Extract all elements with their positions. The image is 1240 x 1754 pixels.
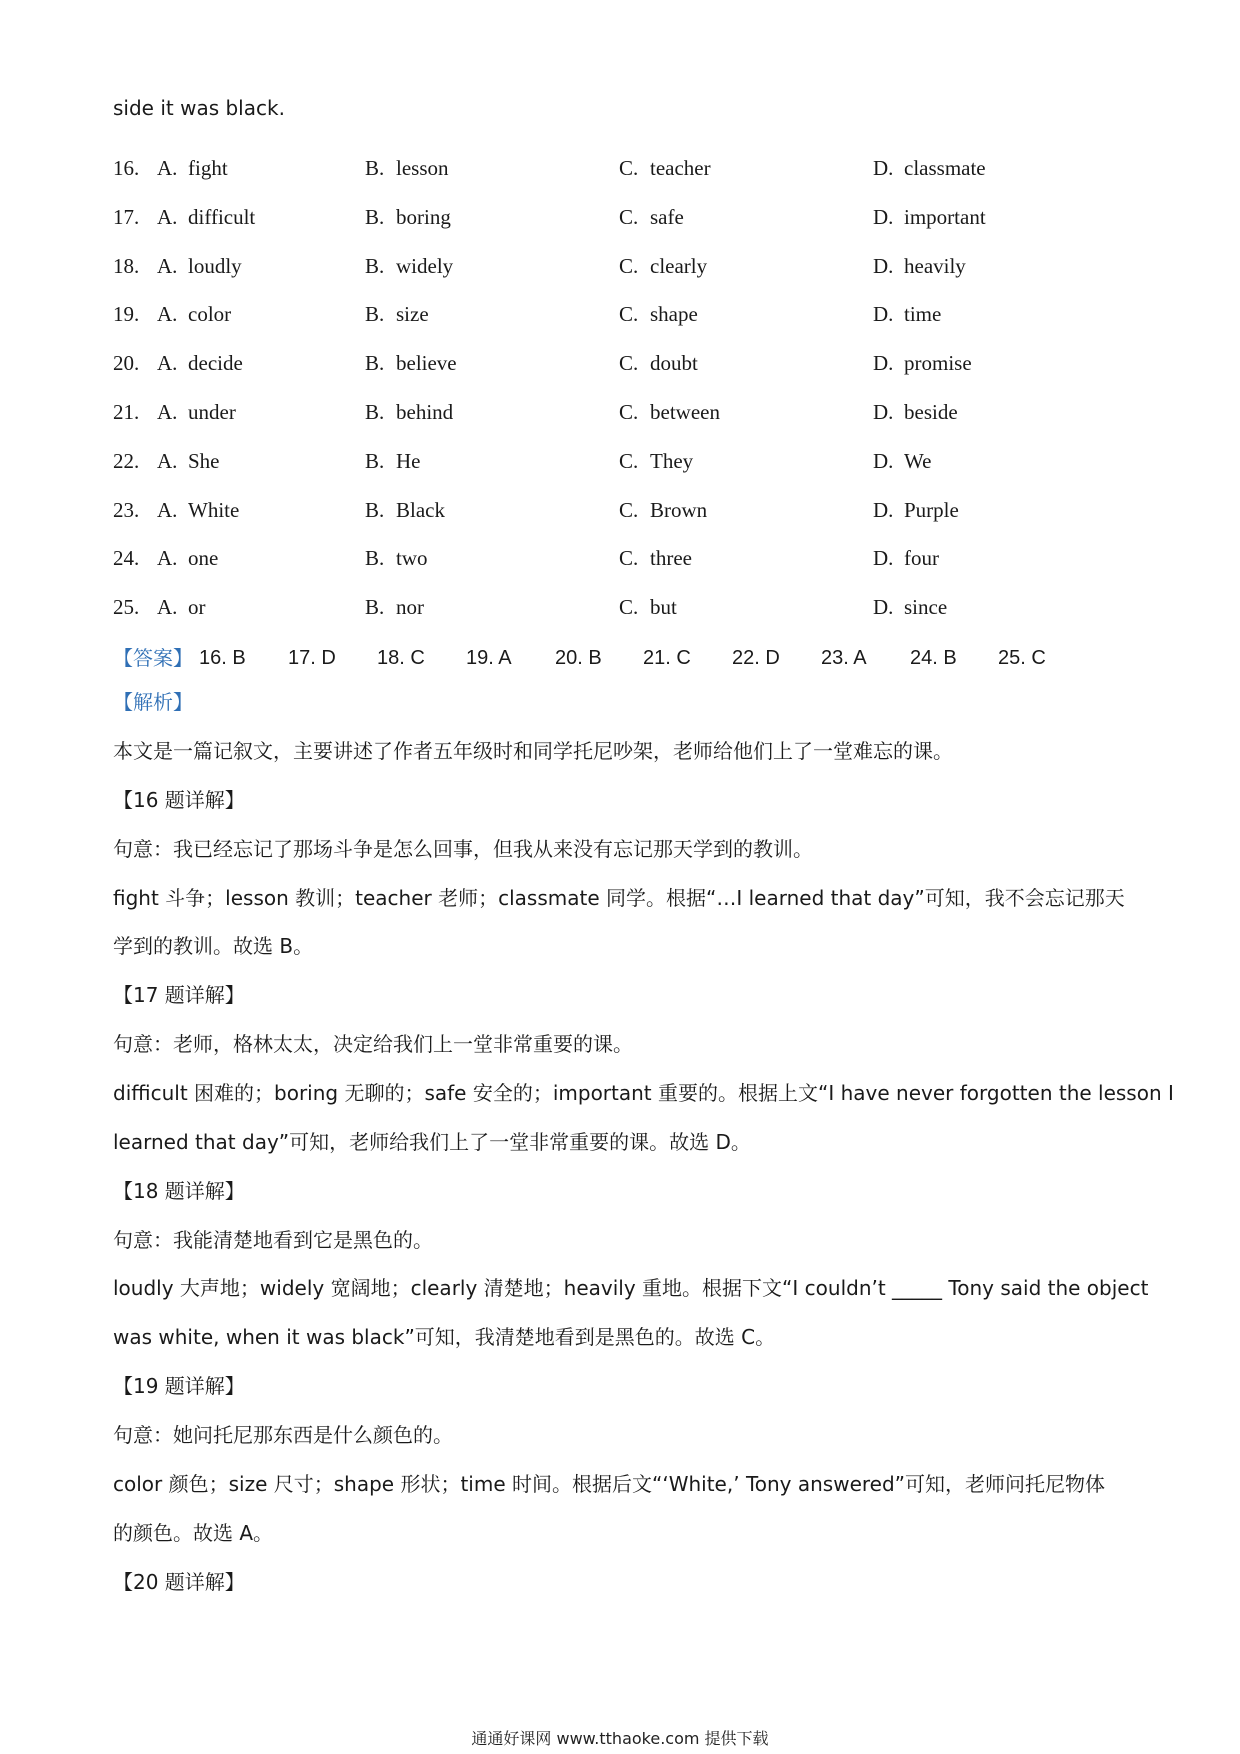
option-text-a: color [188, 302, 232, 326]
q17-explanation-line1: difficult 困难的；boring 无聊的；safe 安全的；important 重要的。根据上文“I have never forgotten the lesson I [113, 1081, 1174, 1105]
option-letter-b: B. [365, 302, 385, 326]
option-row [113, 252, 1133, 280]
option-letter-c: C. [619, 546, 639, 570]
page-footer: 通通好课网 www.tthaoke.com 提供下载 [471, 1729, 769, 1748]
option-text-d: We [904, 449, 932, 473]
q18-explanation-line2: was white, when it was black”可知，我清楚地看到是黑色的。故选 C。 [113, 1325, 776, 1349]
option-letter-c: C. [619, 498, 639, 522]
option-letter-c: C. [619, 449, 639, 473]
option-text-c: between [650, 400, 720, 424]
option-text-d: time [904, 302, 942, 326]
q20-title: 【20 题详解】 [113, 1570, 245, 1594]
option-text-a: one [188, 546, 219, 570]
option-letter-d: D. [873, 546, 894, 570]
option-text-b: Black [396, 498, 445, 522]
option-letter-a: A. [157, 351, 178, 375]
option-letter-c: C. [619, 595, 639, 619]
option-letter-b: B. [365, 351, 385, 375]
option-letter-b: B. [365, 254, 385, 278]
option-text-d: heavily [904, 254, 966, 278]
option-text-c: but [650, 595, 677, 619]
answer-19: 19. A [466, 647, 512, 669]
option-row [113, 349, 1133, 377]
option-letter-b: B. [365, 400, 385, 424]
option-text-a: under [188, 400, 236, 424]
option-text-c: They [650, 449, 694, 473]
option-text-a: decide [188, 351, 243, 375]
option-text-d: four [904, 546, 939, 570]
option-row [113, 593, 1133, 621]
option-letter-d: D. [873, 400, 894, 424]
option-text-d: promise [904, 351, 972, 375]
q18-explanation-line1: loudly 大声地；widely 宽阔地；clearly 清楚地；heavily 重地。根据下文“I couldn’t _____ Tony said the object [113, 1276, 1149, 1300]
option-row [113, 154, 1133, 182]
answer-row [113, 644, 1133, 672]
answer-17: 17. D [288, 647, 336, 669]
question-number: 21. [113, 400, 140, 424]
q17-title: 【17 题详解】 [113, 983, 245, 1007]
option-text-b: behind [396, 400, 454, 424]
q16-explanation-line1: fight 斗争；lesson 教训；teacher 老师；classmate 同学。根据“…I learned that day”可知，我不会忘记那天 [113, 886, 1125, 910]
answer-22: 22. D [732, 647, 780, 669]
option-letter-d: D. [873, 156, 894, 180]
option-letter-a: A. [157, 156, 178, 180]
option-row [113, 398, 1133, 426]
option-text-d: beside [904, 400, 958, 424]
q19-explanation-line2: 的颜色。故选 A。 [113, 1521, 274, 1545]
option-row [113, 544, 1133, 572]
question-number: 17. [113, 205, 140, 229]
option-text-c: three [650, 546, 692, 570]
option-letter-d: D. [873, 595, 894, 619]
answer-20: 20. B [555, 647, 602, 669]
option-text-b: widely [396, 254, 454, 278]
option-text-b: lesson [396, 156, 449, 180]
q16-explanation-line2: 学到的教训。故选 B。 [113, 934, 314, 958]
answer-21: 21. C [643, 647, 691, 669]
option-letter-a: A. [157, 400, 178, 424]
option-letter-d: D. [873, 205, 894, 229]
option-letter-a: A. [157, 302, 178, 326]
option-text-c: doubt [650, 351, 698, 375]
option-text-b: two [396, 546, 428, 570]
question-number: 22. [113, 449, 140, 473]
option-letter-c: C. [619, 156, 639, 180]
option-letter-b: B. [365, 595, 385, 619]
option-letter-c: C. [619, 254, 639, 278]
option-row [113, 203, 1133, 231]
q16-title: 【16 题详解】 [113, 788, 245, 812]
answer-label: 【答案】 [113, 646, 193, 670]
question-number: 16. [113, 156, 140, 180]
option-text-b: boring [396, 205, 451, 229]
option-text-c: shape [650, 302, 698, 326]
question-number: 23. [113, 498, 140, 522]
option-text-c: teacher [650, 156, 711, 180]
option-text-a: fight [188, 156, 228, 180]
q19-explanation-line1: color 颜色；size 尺寸；shape 形状；time 时间。根据后文“‘White,’ Tony answered”可知，老师问托尼物体 [113, 1472, 1106, 1496]
option-letter-a: A. [157, 595, 178, 619]
option-letter-d: D. [873, 351, 894, 375]
q16-meaning: 句意：我已经忘记了那场斗争是怎么回事，但我从来没有忘记那天学到的教训。 [113, 837, 813, 861]
q17-explanation-line2: learned that day”可知，老师给我们上了一堂非常重要的课。故选 D。 [113, 1130, 751, 1154]
option-text-a: loudly [188, 254, 242, 278]
option-letter-c: C. [619, 205, 639, 229]
option-text-a: White [188, 498, 240, 522]
option-row [113, 447, 1133, 475]
option-row [113, 300, 1133, 328]
option-letter-b: B. [365, 498, 385, 522]
option-letter-b: B. [365, 205, 385, 229]
answer-18: 18. C [377, 647, 425, 669]
answer-24: 24. B [910, 647, 957, 669]
option-text-a: She [188, 449, 220, 473]
option-text-d: classmate [904, 156, 986, 180]
q18-meaning: 句意：我能清楚地看到它是黑色的。 [113, 1228, 433, 1252]
option-letter-b: B. [365, 156, 385, 180]
question-number: 24. [113, 546, 140, 570]
option-letter-a: A. [157, 254, 178, 278]
answer-23: 23. A [821, 647, 867, 669]
question-number: 18. [113, 254, 140, 278]
q19-title: 【19 题详解】 [113, 1374, 245, 1398]
option-letter-a: A. [157, 449, 178, 473]
option-text-d: Purple [904, 498, 959, 522]
option-text-c: Brown [650, 498, 708, 522]
option-letter-d: D. [873, 449, 894, 473]
option-text-c: safe [650, 205, 684, 229]
option-letter-c: C. [619, 400, 639, 424]
option-letter-a: A. [157, 498, 178, 522]
option-letter-a: A. [157, 546, 178, 570]
intro-line: side it was black. [113, 96, 285, 120]
answer-25: 25. C [998, 647, 1046, 669]
q19-meaning: 句意：她问托尼那东西是什么颜色的。 [113, 1423, 453, 1447]
option-letter-d: D. [873, 498, 894, 522]
question-number: 19. [113, 302, 140, 326]
option-letter-a: A. [157, 205, 178, 229]
option-text-b: nor [396, 595, 424, 619]
option-letter-d: D. [873, 254, 894, 278]
option-row [113, 496, 1133, 524]
option-text-d: since [904, 595, 948, 619]
option-letter-c: C. [619, 351, 639, 375]
question-number: 20. [113, 351, 140, 375]
option-text-b: He [396, 449, 421, 473]
q18-title: 【18 题详解】 [113, 1179, 245, 1203]
option-text-a: difficult [188, 205, 256, 229]
answer-16: 16. B [199, 647, 246, 669]
option-text-b: believe [396, 351, 457, 375]
option-letter-d: D. [873, 302, 894, 326]
option-text-a: or [188, 595, 206, 619]
option-text-d: important [904, 205, 986, 229]
analysis-label: 【解析】 [113, 690, 193, 714]
q17-meaning: 句意：老师，格林太太，决定给我们上一堂非常重要的课。 [113, 1032, 633, 1056]
option-letter-b: B. [365, 449, 385, 473]
summary-text: 本文是一篇记叙文，主要讲述了作者五年级时和同学托尼吵架，老师给他们上了一堂难忘的课。 [113, 739, 953, 763]
option-text-b: size [396, 302, 429, 326]
option-letter-b: B. [365, 546, 385, 570]
option-letter-c: C. [619, 302, 639, 326]
question-number: 25. [113, 595, 140, 619]
option-text-c: clearly [650, 254, 708, 278]
